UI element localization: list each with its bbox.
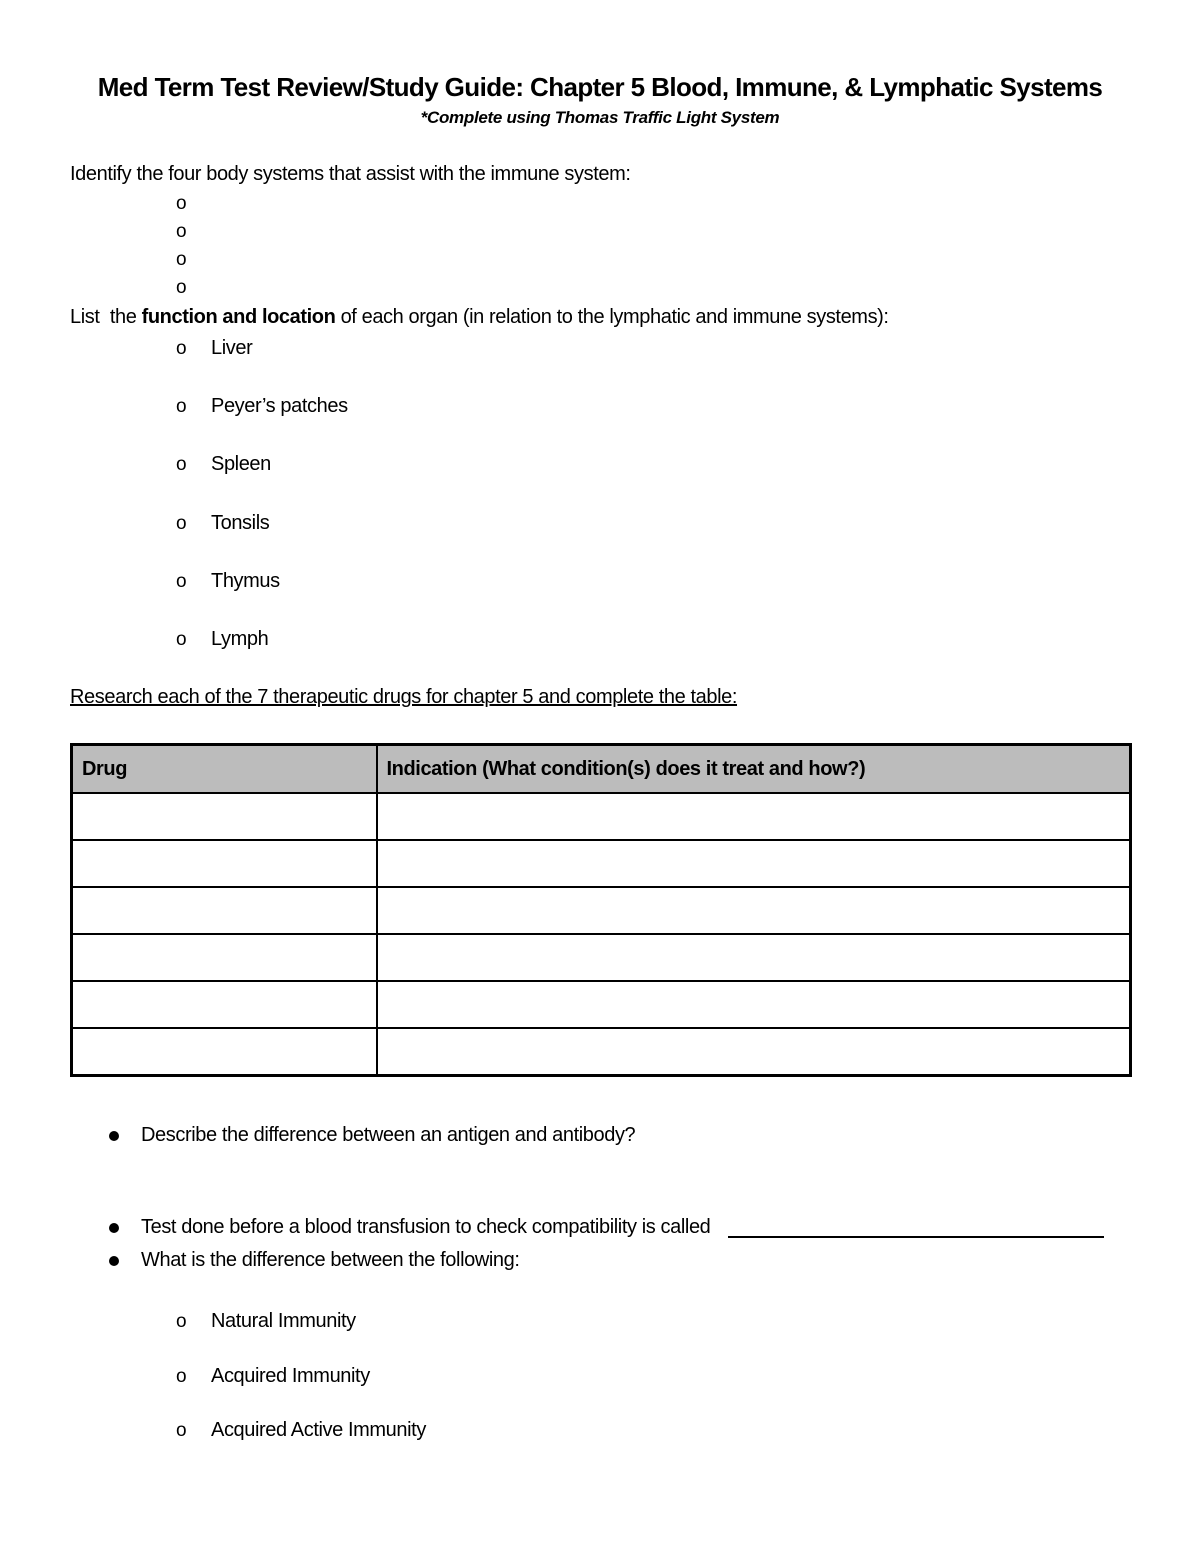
- immunity-item-natural: Natural Immunity: [211, 1310, 356, 1332]
- organ-bullet: o: [176, 629, 187, 650]
- indication-cell[interactable]: [377, 934, 1131, 981]
- table-row: [72, 840, 1131, 887]
- table-row: [72, 793, 1131, 840]
- systems-prompt: Identify the four body systems that assist with the immune system:: [70, 163, 631, 185]
- organs-prompt-bold: function and location: [141, 306, 336, 328]
- bullet-dot: [109, 1256, 119, 1266]
- drug-cell[interactable]: [72, 981, 377, 1028]
- drug-cell[interactable]: [72, 793, 377, 840]
- blank-bullet: o: [176, 221, 187, 242]
- drug-cell[interactable]: [72, 1028, 377, 1076]
- organ-bullet: o: [176, 571, 187, 592]
- table-row: [72, 1028, 1131, 1076]
- table-header-row: [72, 745, 1131, 794]
- immunity-bullet: o: [176, 1420, 187, 1441]
- drugs-instruction: Research each of the 7 therapeutic drugs for chapter 5 and complete the table:: [70, 686, 738, 708]
- bullet-dot: [109, 1223, 119, 1233]
- bullet-dot: [109, 1131, 119, 1141]
- drug-cell[interactable]: [72, 887, 377, 934]
- blank-bullet: o: [176, 277, 187, 298]
- page-subtitle: *Complete using Thomas Traffic Light System: [420, 108, 780, 127]
- indication-cell[interactable]: [377, 887, 1131, 934]
- table-row: [72, 934, 1131, 981]
- indication-cell[interactable]: [377, 981, 1131, 1028]
- organ-bullet: o: [176, 513, 187, 534]
- table-row: [72, 887, 1131, 934]
- column-header-indication: Indication (What condition(s) does it treat and how?): [377, 745, 1131, 794]
- drug-cell[interactable]: [72, 840, 377, 887]
- question-immunity-difference: What is the difference between the following:: [141, 1249, 520, 1271]
- organs-prompt-suffix: of each organ (in relation to the lymphatic and immune systems):: [335, 306, 889, 328]
- immunity-item-acquired: Acquired Immunity: [211, 1365, 370, 1387]
- question-antigen-antibody: Describe the difference between an antigen and antibody?: [141, 1124, 636, 1146]
- blank-bullet: o: [176, 249, 187, 270]
- question-crossmatch: Test done before a blood transfusion to check compatibility is called: [141, 1216, 711, 1238]
- organ-bullet: o: [176, 396, 187, 417]
- column-header-drug: Drug: [72, 745, 377, 794]
- drug-cell[interactable]: [72, 934, 377, 981]
- indication-cell[interactable]: [377, 1028, 1131, 1076]
- organ-item-thymus: Thymus: [211, 570, 280, 592]
- indication-cell[interactable]: [377, 840, 1131, 887]
- organs-prompt-prefix: List the: [70, 306, 142, 328]
- immunity-bullet: o: [176, 1311, 187, 1332]
- blank-bullet: o: [176, 193, 187, 214]
- page-title: Med Term Test Review/Study Guide: Chapter 5 Blood, Immune, & Lymphatic Systems: [97, 72, 1103, 102]
- organ-item-liver: Liver: [211, 337, 253, 359]
- organ-bullet: o: [176, 338, 187, 359]
- immunity-item-acquired-active: Acquired Active Immunity: [211, 1419, 426, 1441]
- immunity-bullet: o: [176, 1366, 187, 1387]
- organ-item-peyers-patches: Peyer’s patches: [211, 395, 348, 417]
- organ-bullet: o: [176, 454, 187, 475]
- answer-blank-line[interactable]: [728, 1236, 1104, 1238]
- organ-item-spleen: Spleen: [211, 453, 271, 475]
- organ-item-tonsils: Tonsils: [211, 512, 270, 534]
- table-row: [72, 981, 1131, 1028]
- drug-table: [70, 743, 1132, 1077]
- organs-prompt: [70, 306, 889, 329]
- indication-cell[interactable]: [377, 793, 1131, 840]
- organ-item-lymph: Lymph: [211, 628, 269, 650]
